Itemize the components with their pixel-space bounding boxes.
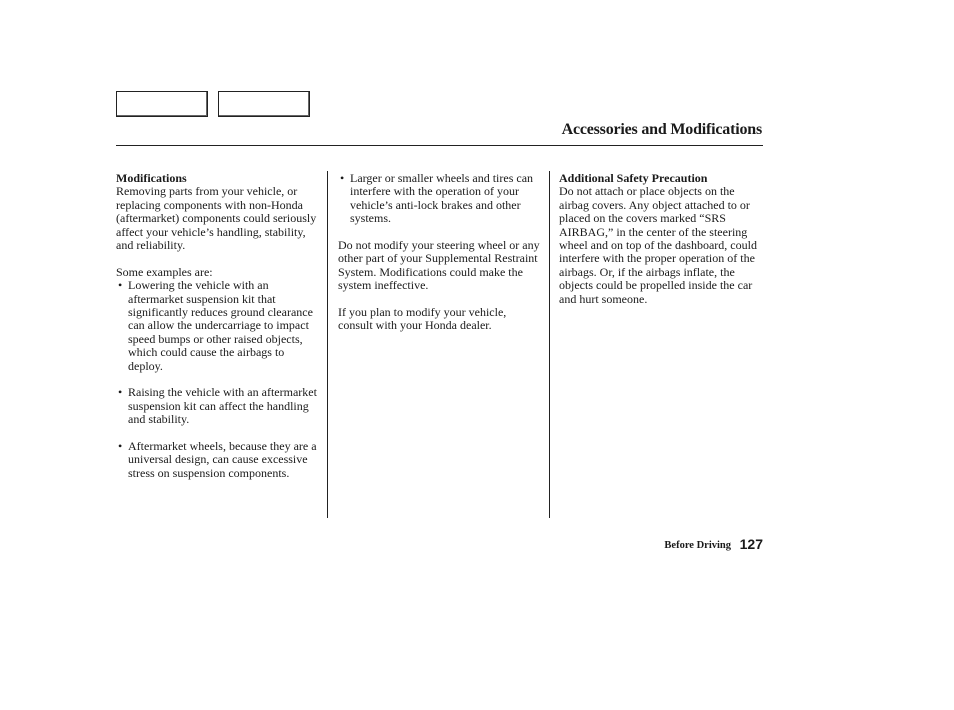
column-divider [327, 171, 328, 518]
safety-paragraph: Do not attach or place objects on the airbag covers. Any object attached to or placed on the covers marked “SRS AIRBAG,” in the center of the steering wheel and on top of the dashboard, could interfere with the proper operation of the airbags. Or, if the airbags inflate, the objects could be propelled inside the car and hurt someone. [559, 184, 757, 306]
page-number: 127 [739, 536, 763, 552]
previous-section-button[interactable] [116, 91, 208, 117]
list-item: • Larger or smaller wheels and tires can interfere with the operation of your vehicle’s anti-lock brakes and other systems. [338, 172, 541, 226]
page-title: Accessories and Modifications [561, 121, 762, 138]
section-label: Before Driving [664, 540, 731, 551]
modifications-intro: Removing parts from your vehicle, or replacing components with non-Honda (aftermarket) components could seriously affect your vehicle’s handling, stability, and reliability. [116, 184, 317, 253]
dealer-paragraph: If you plan to modify your vehicle, consult with your Honda dealer. [338, 305, 507, 333]
steering-wheel-paragraph: Do not modify your steering wheel or any other part of your Supplemental Restraint System. Modifications could make the system ineffective. [338, 238, 540, 293]
safety-heading: Additional Safety Precaution [559, 171, 708, 185]
column-continued [338, 172, 541, 346]
header-rule [116, 145, 763, 146]
column-modifications [116, 172, 321, 494]
list-item: • Raising the vehicle with an aftermarket suspension kit can affect the handling and stability. [116, 386, 321, 426]
list-item: • Lowering the vehicle with an aftermarket suspension kit that significantly reduces ground clearance can allow the undercarriage to impact speed bumps or other raised objects, which could cause the airbags to deploy. [116, 279, 321, 373]
examples-label: Some examples are: [116, 264, 213, 279]
examples-list-continued [338, 172, 541, 226]
list-item: • Aftermarket wheels, because they are a universal design, can cause excessive stress on suspension components. [116, 440, 321, 480]
examples-list [116, 279, 321, 480]
column-divider [549, 171, 550, 518]
next-section-button[interactable] [218, 91, 310, 117]
column-safety [559, 172, 763, 319]
modifications-heading: Modifications [116, 171, 187, 185]
